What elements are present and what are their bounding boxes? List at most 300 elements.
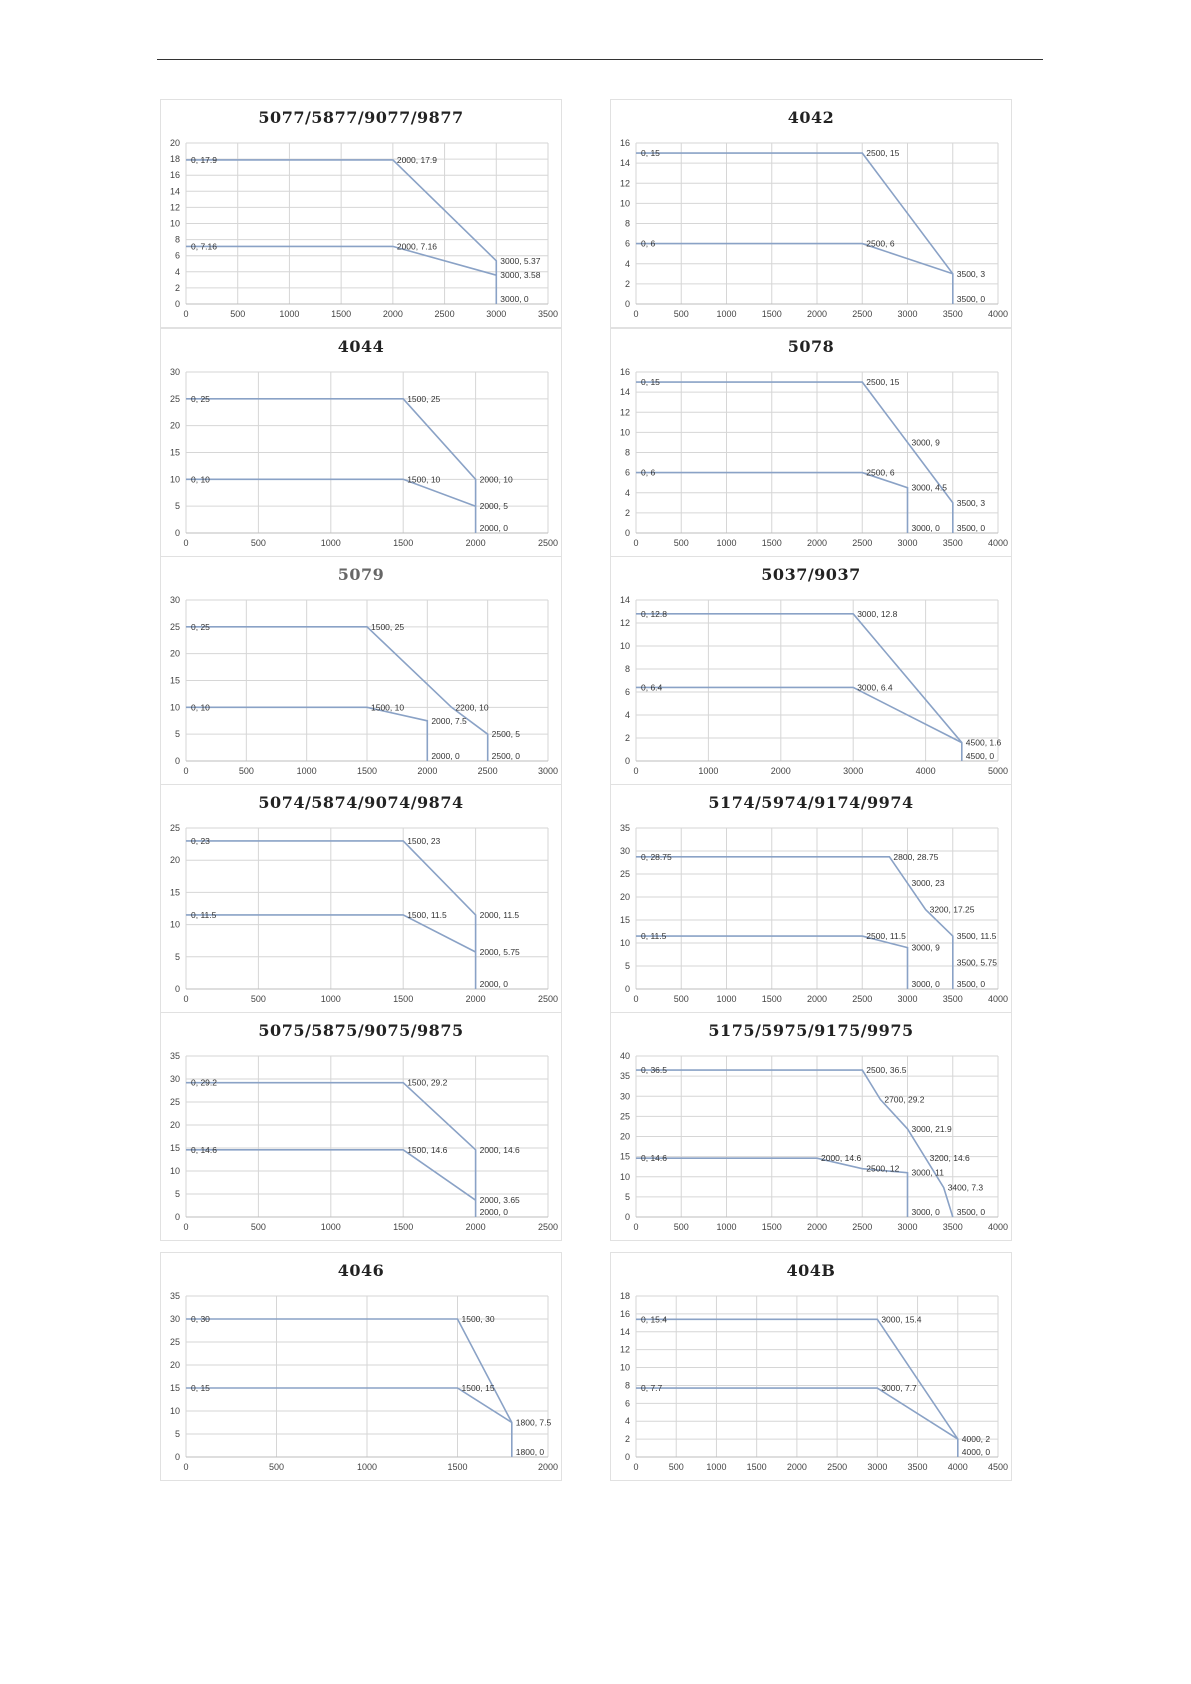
y-tick-label: 0 bbox=[624, 299, 630, 309]
chart-title: 5077/5877/9077/9877 bbox=[258, 108, 464, 127]
x-tick-label: 3500 bbox=[537, 309, 559, 319]
x-tick-label: 1500 bbox=[761, 309, 782, 319]
x-tick-label: 0 bbox=[183, 1222, 189, 1232]
x-tick-label: 1500 bbox=[761, 994, 782, 1004]
chart-svg bbox=[161, 557, 563, 786]
chart-panel bbox=[160, 784, 562, 1013]
y-tick-label: 14 bbox=[619, 387, 630, 398]
x-tick-label: 3000 bbox=[897, 538, 918, 548]
y-tick-label: 6 bbox=[624, 238, 630, 249]
data-label: 3000, 9 bbox=[911, 942, 940, 953]
x-tick-label: 4500 bbox=[987, 1462, 1009, 1472]
data-label: 4000, 2 bbox=[961, 1434, 991, 1445]
x-tick-label: 0 bbox=[633, 1462, 639, 1472]
data-label: 1800, 7.5 bbox=[515, 1417, 552, 1428]
x-tick-label: 5000 bbox=[987, 766, 1009, 776]
series-line-lower bbox=[186, 1388, 512, 1423]
chart-title: 5078 bbox=[787, 337, 835, 356]
series-line-upper bbox=[636, 153, 953, 304]
data-label: 2000, 0 bbox=[431, 751, 460, 761]
data-label: 2200, 10 bbox=[455, 702, 489, 713]
chart-title: 5079 bbox=[337, 565, 385, 584]
chart-svg bbox=[161, 1253, 563, 1482]
y-tick-label: 4 bbox=[174, 266, 180, 277]
x-tick-label: 0 bbox=[183, 309, 189, 319]
data-label: 0, 11.5 bbox=[641, 931, 667, 942]
x-tick-label: 500 bbox=[238, 766, 254, 776]
chart-title: 5075/5875/9075/9875 bbox=[258, 1021, 464, 1040]
x-tick-label: 500 bbox=[250, 538, 266, 548]
x-tick-label: 2000 bbox=[417, 766, 438, 776]
y-tick-label: 15 bbox=[169, 887, 180, 898]
chart-title: 5037/9037 bbox=[761, 565, 861, 584]
y-tick-label: 15 bbox=[619, 1151, 630, 1162]
y-tick-label: 20 bbox=[169, 648, 180, 659]
y-tick-label: 35 bbox=[169, 1291, 180, 1301]
y-tick-label: 2 bbox=[174, 282, 180, 293]
x-tick-label: 3500 bbox=[942, 994, 963, 1004]
y-tick-label: 10 bbox=[169, 919, 180, 930]
data-label: 3500, 3 bbox=[956, 497, 986, 508]
data-label: 0, 25 bbox=[191, 621, 210, 632]
x-tick-label: 2000 bbox=[786, 1462, 807, 1472]
series-line-upper bbox=[636, 1070, 953, 1217]
y-tick-label: 35 bbox=[169, 1051, 180, 1061]
x-tick-label: 500 bbox=[250, 994, 266, 1004]
y-tick-label: 8 bbox=[624, 664, 630, 674]
chart-title: 5175/5975/9175/9975 bbox=[708, 1021, 914, 1040]
x-tick-label: 500 bbox=[673, 1222, 689, 1232]
data-label: 1500, 23 bbox=[407, 835, 441, 846]
x-tick-label: 2500 bbox=[434, 309, 455, 319]
y-tick-label: 10 bbox=[619, 1171, 630, 1182]
x-tick-label: 1000 bbox=[698, 766, 719, 776]
y-tick-label: 20 bbox=[169, 138, 180, 148]
chart-svg bbox=[611, 557, 1013, 786]
y-tick-label: 25 bbox=[169, 393, 180, 404]
y-tick-label: 40 bbox=[619, 1051, 630, 1061]
data-label: 3000, 0 bbox=[911, 979, 940, 989]
x-tick-label: 3500 bbox=[942, 309, 963, 319]
data-label: 2000, 0 bbox=[479, 523, 508, 533]
y-tick-label: 14 bbox=[619, 595, 630, 605]
x-tick-label: 0 bbox=[183, 538, 189, 548]
y-tick-label: 15 bbox=[619, 915, 630, 925]
x-tick-label: 500 bbox=[230, 309, 246, 319]
x-tick-label: 2000 bbox=[770, 766, 791, 776]
data-label: 0, 23 bbox=[191, 835, 210, 846]
x-tick-label: 3500 bbox=[942, 1222, 963, 1232]
x-tick-label: 3500 bbox=[942, 538, 963, 548]
x-tick-label: 1500 bbox=[393, 1222, 414, 1232]
y-tick-label: 10 bbox=[169, 1166, 180, 1176]
y-tick-label: 10 bbox=[169, 218, 180, 229]
y-tick-label: 5 bbox=[174, 501, 180, 512]
data-label: 2000, 3.65 bbox=[479, 1195, 520, 1206]
data-label: 0, 14.6 bbox=[191, 1144, 217, 1155]
x-tick-label: 1000 bbox=[320, 1222, 341, 1232]
y-tick-label: 20 bbox=[619, 1131, 630, 1142]
y-tick-label: 25 bbox=[169, 621, 180, 632]
x-tick-label: 3000 bbox=[897, 309, 918, 319]
x-tick-label: 0 bbox=[183, 1462, 189, 1472]
data-label: 3000, 6.4 bbox=[857, 682, 893, 693]
y-tick-label: 30 bbox=[169, 1074, 180, 1084]
y-tick-label: 16 bbox=[619, 1308, 630, 1319]
data-label: 2500, 0 bbox=[491, 751, 521, 761]
chart-panel bbox=[610, 1252, 1012, 1481]
data-label: 2500, 11.5 bbox=[866, 931, 906, 942]
y-tick-label: 16 bbox=[619, 367, 630, 377]
data-label: 0, 15 bbox=[191, 1383, 210, 1393]
data-label: 2000, 0 bbox=[479, 979, 508, 989]
data-label: 0, 14.6 bbox=[641, 1153, 667, 1164]
chart-title: 404B bbox=[786, 1261, 836, 1280]
x-tick-label: 2000 bbox=[806, 994, 828, 1004]
x-tick-label: 2500 bbox=[852, 1222, 873, 1232]
x-tick-label: 0 bbox=[633, 766, 639, 776]
data-label: 3500, 3 bbox=[956, 268, 986, 279]
series-line-upper bbox=[636, 857, 953, 989]
y-tick-label: 6 bbox=[624, 467, 630, 478]
data-label: 0, 10 bbox=[191, 474, 210, 485]
data-label: 3500, 0 bbox=[956, 523, 986, 533]
y-tick-label: 8 bbox=[624, 1380, 630, 1391]
x-tick-label: 2500 bbox=[537, 1222, 559, 1232]
y-tick-label: 2 bbox=[624, 278, 630, 289]
x-tick-label: 0 bbox=[633, 538, 639, 548]
data-label: 3000, 4.5 bbox=[911, 482, 947, 493]
x-tick-label: 500 bbox=[673, 994, 689, 1004]
data-label: 2500, 5 bbox=[491, 729, 521, 740]
y-tick-label: 6 bbox=[624, 687, 630, 697]
x-tick-label: 2000 bbox=[382, 309, 403, 319]
data-label: 0, 10 bbox=[191, 702, 210, 713]
data-label: 3200, 14.6 bbox=[929, 1153, 970, 1164]
data-label: 3000, 23 bbox=[911, 878, 945, 889]
y-tick-label: 6 bbox=[174, 250, 180, 261]
data-label: 3200, 17.25 bbox=[929, 904, 975, 915]
chart-title: 5174/5974/9174/9974 bbox=[708, 793, 914, 812]
y-tick-label: 0 bbox=[174, 984, 180, 994]
y-tick-label: 20 bbox=[169, 1120, 180, 1130]
y-tick-label: 12 bbox=[169, 202, 180, 213]
y-tick-label: 0 bbox=[174, 299, 180, 309]
y-tick-label: 18 bbox=[619, 1291, 630, 1301]
data-label: 3500, 0 bbox=[956, 979, 986, 989]
data-label: 3000, 0 bbox=[500, 294, 529, 304]
page-top-rule bbox=[157, 59, 1043, 60]
y-tick-label: 10 bbox=[169, 474, 180, 485]
y-tick-label: 18 bbox=[169, 154, 180, 165]
x-tick-label: 3000 bbox=[486, 309, 507, 319]
y-tick-label: 0 bbox=[624, 984, 630, 994]
data-label: 0, 15 bbox=[641, 377, 660, 388]
data-label: 2500, 36.5 bbox=[866, 1065, 907, 1076]
data-label: 2000, 14.6 bbox=[821, 1153, 862, 1164]
y-tick-label: 16 bbox=[169, 170, 180, 181]
y-tick-label: 12 bbox=[619, 407, 630, 418]
data-label: 3000, 11 bbox=[911, 1167, 944, 1178]
chart-svg bbox=[611, 1013, 1013, 1242]
x-tick-label: 3000 bbox=[897, 1222, 918, 1232]
data-label: 2000, 7.16 bbox=[396, 241, 438, 252]
y-tick-label: 20 bbox=[619, 892, 630, 902]
chart-panel bbox=[160, 99, 562, 328]
data-label: 1500, 11.5 bbox=[407, 909, 447, 920]
data-label: 0, 12.8 bbox=[641, 608, 667, 619]
y-tick-label: 35 bbox=[619, 823, 630, 833]
x-tick-label: 1000 bbox=[716, 1222, 737, 1232]
x-tick-label: 4000 bbox=[987, 994, 1009, 1004]
data-label: 2000, 5 bbox=[479, 501, 508, 512]
data-label: 1500, 10 bbox=[371, 702, 405, 713]
data-label: 1500, 25 bbox=[407, 393, 441, 404]
x-tick-label: 2000 bbox=[537, 1462, 559, 1472]
chart-svg bbox=[611, 100, 1013, 329]
y-tick-label: 5 bbox=[174, 729, 180, 740]
data-label: 2500, 6 bbox=[866, 467, 895, 478]
y-tick-label: 5 bbox=[174, 1189, 180, 1199]
chart-svg bbox=[161, 785, 563, 1014]
x-tick-label: 500 bbox=[673, 538, 689, 548]
x-tick-label: 2000 bbox=[806, 538, 828, 548]
y-tick-label: 4 bbox=[624, 487, 630, 498]
y-tick-label: 30 bbox=[619, 846, 630, 856]
data-label: 2500, 6 bbox=[866, 238, 895, 249]
y-tick-label: 10 bbox=[619, 427, 630, 438]
y-tick-label: 5 bbox=[624, 961, 630, 971]
y-tick-label: 30 bbox=[169, 367, 180, 377]
chart-title: 4042 bbox=[787, 108, 835, 127]
y-tick-label: 2 bbox=[624, 507, 630, 518]
data-label: 1500, 30 bbox=[461, 1314, 495, 1324]
data-label: 2500, 15 bbox=[866, 377, 900, 388]
x-tick-label: 1500 bbox=[393, 994, 414, 1004]
x-tick-label: 2500 bbox=[537, 538, 559, 548]
x-tick-label: 4000 bbox=[987, 538, 1009, 548]
series-line-upper bbox=[186, 627, 488, 761]
chart-title: 5074/5874/9074/9874 bbox=[258, 793, 464, 812]
x-tick-label: 500 bbox=[268, 1462, 285, 1472]
y-tick-label: 8 bbox=[174, 234, 180, 245]
data-label: 1500, 15 bbox=[461, 1383, 495, 1393]
data-label: 3000, 12.8 bbox=[857, 608, 898, 619]
y-tick-label: 0 bbox=[624, 756, 630, 766]
y-tick-label: 0 bbox=[174, 756, 180, 766]
y-tick-label: 25 bbox=[169, 1337, 180, 1347]
data-label: 0, 11.5 bbox=[191, 909, 217, 920]
chart-panel bbox=[610, 328, 1012, 557]
data-label: 1800, 0 bbox=[515, 1447, 545, 1457]
x-tick-label: 2500 bbox=[852, 994, 873, 1004]
x-tick-label: 500 bbox=[673, 309, 689, 319]
x-tick-label: 1500 bbox=[761, 1222, 782, 1232]
x-tick-label: 2500 bbox=[477, 766, 498, 776]
chart-panel bbox=[610, 99, 1012, 328]
data-label: 2700, 29.2 bbox=[884, 1094, 925, 1105]
x-tick-label: 1000 bbox=[716, 538, 737, 548]
data-label: 0, 7.16 bbox=[191, 241, 217, 252]
y-tick-label: 10 bbox=[169, 702, 180, 713]
y-tick-label: 0 bbox=[174, 528, 180, 538]
data-label: 3400, 7.3 bbox=[947, 1182, 984, 1193]
data-label: 0, 6.4 bbox=[641, 682, 663, 693]
y-tick-label: 4 bbox=[624, 1416, 630, 1427]
chart-panel bbox=[610, 784, 1012, 1013]
x-tick-label: 1000 bbox=[320, 994, 341, 1004]
x-tick-label: 1500 bbox=[393, 538, 414, 548]
x-tick-label: 1000 bbox=[706, 1462, 727, 1472]
x-tick-label: 1000 bbox=[296, 766, 317, 776]
data-label: 4000, 0 bbox=[961, 1447, 991, 1457]
y-tick-label: 25 bbox=[169, 823, 180, 833]
data-label: 1500, 10 bbox=[407, 474, 441, 485]
x-tick-label: 3000 bbox=[537, 766, 559, 776]
y-tick-label: 15 bbox=[169, 1383, 180, 1393]
chart-title: 4044 bbox=[337, 337, 385, 356]
chart-panel bbox=[160, 1252, 562, 1481]
data-label: 2000, 0 bbox=[479, 1207, 508, 1217]
x-tick-label: 0 bbox=[183, 994, 189, 1004]
data-label: 2000, 17.9 bbox=[396, 154, 438, 165]
chart-panel bbox=[160, 556, 562, 785]
x-tick-label: 2000 bbox=[806, 1222, 828, 1232]
y-tick-label: 25 bbox=[619, 1111, 630, 1122]
y-tick-label: 25 bbox=[169, 1097, 180, 1107]
data-label: 2500, 15 bbox=[866, 148, 900, 159]
data-label: 2500, 12 bbox=[866, 1163, 900, 1174]
y-tick-label: 0 bbox=[174, 1212, 180, 1222]
y-tick-label: 35 bbox=[619, 1071, 630, 1082]
x-tick-label: 500 bbox=[668, 1462, 684, 1472]
data-label: 3000, 7.7 bbox=[881, 1383, 917, 1394]
y-tick-label: 2 bbox=[624, 1434, 630, 1445]
data-label: 2000, 10 bbox=[479, 474, 513, 485]
data-label: 0, 15 bbox=[641, 148, 660, 159]
y-tick-label: 14 bbox=[169, 186, 180, 197]
data-label: 0, 6 bbox=[641, 467, 656, 478]
chart-svg bbox=[611, 329, 1013, 558]
chart-panel bbox=[160, 1012, 562, 1241]
x-tick-label: 3000 bbox=[843, 766, 864, 776]
x-tick-label: 0 bbox=[183, 766, 189, 776]
y-tick-label: 4 bbox=[624, 258, 630, 269]
data-label: 2000, 11.5 bbox=[479, 909, 520, 920]
data-label: 0, 17.9 bbox=[191, 154, 217, 165]
y-tick-label: 8 bbox=[624, 447, 630, 458]
data-label: 3500, 11.5 bbox=[956, 931, 997, 942]
y-tick-label: 0 bbox=[624, 1452, 630, 1462]
y-tick-label: 6 bbox=[624, 1398, 630, 1409]
chart-title: 4046 bbox=[337, 1261, 385, 1280]
x-tick-label: 2500 bbox=[852, 538, 873, 548]
y-tick-label: 10 bbox=[619, 938, 630, 948]
x-tick-label: 1000 bbox=[716, 309, 737, 319]
x-tick-label: 1500 bbox=[746, 1462, 767, 1472]
x-tick-label: 1500 bbox=[761, 538, 782, 548]
y-tick-label: 14 bbox=[619, 1326, 630, 1337]
y-tick-label: 10 bbox=[619, 1362, 630, 1373]
y-tick-label: 30 bbox=[169, 1314, 180, 1324]
x-tick-label: 0 bbox=[633, 994, 639, 1004]
data-label: 1500, 29.2 bbox=[407, 1077, 448, 1088]
x-tick-label: 500 bbox=[250, 1222, 266, 1232]
x-tick-label: 2000 bbox=[465, 994, 486, 1004]
x-tick-label: 2000 bbox=[806, 309, 828, 319]
x-tick-label: 1000 bbox=[356, 1462, 378, 1472]
y-tick-label: 0 bbox=[174, 1452, 180, 1462]
data-label: 2000, 14.6 bbox=[479, 1144, 520, 1155]
data-label: 0, 15.4 bbox=[641, 1314, 667, 1325]
x-tick-label: 2500 bbox=[537, 994, 559, 1004]
data-label: 0, 28.75 bbox=[641, 851, 672, 862]
x-tick-label: 4000 bbox=[987, 1222, 1009, 1232]
data-label: 3500, 0 bbox=[956, 294, 986, 304]
x-tick-label: 1500 bbox=[331, 309, 352, 319]
y-tick-label: 30 bbox=[169, 595, 180, 605]
chart-svg bbox=[611, 785, 1013, 1014]
data-label: 3000, 21.9 bbox=[911, 1123, 952, 1134]
series-line-upper bbox=[636, 382, 953, 533]
y-tick-label: 20 bbox=[169, 855, 180, 866]
x-tick-label: 2000 bbox=[465, 538, 486, 548]
y-tick-label: 0 bbox=[624, 528, 630, 538]
y-tick-label: 30 bbox=[619, 1091, 630, 1102]
x-tick-label: 2000 bbox=[465, 1222, 486, 1232]
x-tick-label: 2500 bbox=[852, 309, 873, 319]
y-tick-label: 10 bbox=[169, 1406, 180, 1416]
x-tick-label: 4000 bbox=[915, 766, 936, 776]
y-tick-label: 16 bbox=[619, 138, 630, 148]
data-label: 2800, 28.75 bbox=[893, 851, 939, 862]
y-tick-label: 5 bbox=[174, 1429, 180, 1439]
x-tick-label: 3000 bbox=[897, 994, 918, 1004]
chart-panel bbox=[610, 1012, 1012, 1241]
chart-svg bbox=[611, 1253, 1013, 1482]
x-tick-label: 0 bbox=[633, 309, 639, 319]
y-tick-label: 14 bbox=[619, 158, 630, 169]
y-tick-label: 15 bbox=[169, 675, 180, 686]
x-tick-label: 4000 bbox=[947, 1462, 968, 1472]
data-label: 3000, 0 bbox=[911, 1207, 940, 1217]
y-tick-label: 12 bbox=[619, 178, 630, 189]
chart-svg bbox=[161, 329, 563, 558]
data-label: 4500, 0 bbox=[965, 751, 995, 761]
data-label: 3000, 9 bbox=[911, 437, 940, 448]
y-tick-label: 0 bbox=[624, 1212, 630, 1222]
chart-svg bbox=[161, 100, 563, 329]
chart-svg bbox=[161, 1013, 563, 1242]
x-tick-label: 3500 bbox=[907, 1462, 928, 1472]
x-tick-label: 1000 bbox=[279, 309, 300, 319]
y-tick-label: 20 bbox=[169, 420, 180, 431]
x-tick-label: 0 bbox=[633, 1222, 639, 1232]
x-tick-label: 1000 bbox=[716, 994, 737, 1004]
data-label: 0, 36.5 bbox=[641, 1065, 667, 1076]
data-label: 3000, 0 bbox=[911, 523, 940, 533]
data-label: 2000, 5.75 bbox=[479, 946, 520, 957]
y-tick-label: 10 bbox=[619, 641, 630, 651]
x-tick-label: 1500 bbox=[447, 1462, 468, 1472]
x-tick-label: 3000 bbox=[867, 1462, 888, 1472]
x-tick-label: 1500 bbox=[356, 766, 378, 776]
x-tick-label: 4000 bbox=[987, 309, 1009, 319]
data-label: 3000, 15.4 bbox=[881, 1314, 922, 1325]
y-tick-label: 15 bbox=[169, 1143, 180, 1153]
y-tick-label: 8 bbox=[624, 218, 630, 229]
y-tick-label: 2 bbox=[624, 733, 630, 743]
